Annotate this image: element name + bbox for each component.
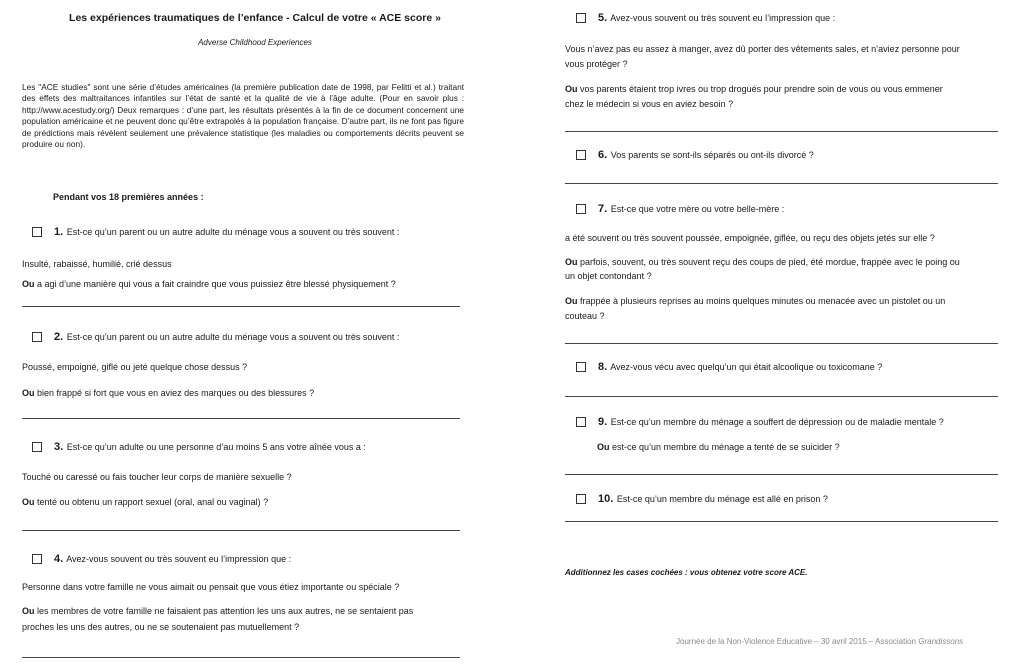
- answer-line-or: [597, 441, 840, 454]
- question-number: 1.: [54, 226, 64, 238]
- or-label: Ou: [565, 296, 578, 306]
- or-label: Ou: [22, 606, 35, 616]
- answer-line: proches les uns des autres, ou ne se soutenaient pas mutuellement ?: [22, 622, 300, 632]
- answer-line-or: [565, 83, 943, 96]
- question-text: Avez-vous souvent ou très souvent eu l’impression que :: [610, 13, 836, 23]
- question-text: Est-ce qu’un parent ou un autre adulte du ménage vous a souvent ou très souvent :: [66, 332, 400, 342]
- footer-org: Grandissons: [918, 637, 964, 646]
- question-number: 4.: [54, 553, 64, 565]
- or-label: Ou: [22, 279, 35, 289]
- question-number: 6.: [598, 149, 608, 161]
- page-title: Les expériences traumatiques de l’enfance - Calcul de votre « ACE score »: [69, 12, 441, 24]
- divider: [22, 418, 460, 419]
- answer-line-or: [565, 295, 945, 308]
- checkbox-10[interactable]: [576, 494, 586, 504]
- or-label: Ou: [22, 388, 35, 398]
- footer-text: Journée de la Non-Violence Educative – 30 avril 2015 – Association: [676, 637, 919, 646]
- answer-line-or: [22, 387, 314, 400]
- checkbox-2[interactable]: [32, 332, 42, 342]
- or-label: Ou: [597, 442, 610, 452]
- divider: [565, 131, 998, 132]
- question-6: [576, 149, 814, 161]
- answer-line-or: [22, 278, 396, 291]
- answer-text: tenté ou obtenu un rapport sexuel (oral, anal ou vaginal) ?: [37, 497, 269, 507]
- question-number: 5.: [598, 12, 608, 24]
- answer-line-or: [22, 605, 413, 618]
- answer-line-or: [22, 496, 268, 509]
- divider: [565, 521, 998, 522]
- question-text: Est-ce qu’un parent ou un autre adulte du ménage vous a souvent ou très souvent :: [66, 227, 400, 237]
- answer-text: bien frappé si fort que vous en aviez des marques ou des blessures ?: [37, 388, 315, 398]
- checkbox-3[interactable]: [32, 442, 42, 452]
- answer-text: les membres de votre famille ne faisaient pas attention les uns aux autres, ne se sentaient pas: [37, 606, 414, 616]
- checkbox-9[interactable]: [576, 417, 586, 427]
- answer-line: couteau ?: [565, 311, 605, 321]
- question-8: [576, 361, 882, 373]
- question-1: [32, 226, 399, 238]
- question-5: [576, 12, 835, 24]
- or-label: Ou: [565, 84, 578, 94]
- answer-text: frappée à plusieurs reprises au moins quelques minutes ou menacée avec un pistolet ou un: [580, 296, 946, 306]
- answer-line: Insulté, rabaissé, humilié, crié dessus: [22, 259, 172, 269]
- divider: [565, 474, 998, 475]
- question-number: 8.: [598, 361, 608, 373]
- question-text: Avez-vous souvent ou très souvent eu l’impression que :: [66, 554, 292, 564]
- score-instruction: Additionnez les cases cochées : vous obtenez votre score ACE.: [565, 568, 808, 577]
- question-number: 7.: [598, 203, 608, 215]
- question-10: [576, 493, 828, 505]
- intro-paragraph: Les "ACE studies" sont une série d’études américaines (la première publication date de 1998, par Felitti et al.) traitant des effets des maltraitances infantiles sur l’état de santé et la qualité de vie à l’âge adulte. (Pour en savoir plus : http://www.acestudy.org/) Deux remarques : d’une part, les résultats présentés à la fin de ce document concernent une population américaine et ne peuvent donc qu’être extrapolés à la population française. D’autre part, ils ne font pas figure de prédictions mais révèlent seulement une prévalence statistique (les maladies ou comportements décrits peuvent se produire ou non).: [22, 82, 464, 150]
- checkbox-7[interactable]: [576, 204, 586, 214]
- answer-line: un objet contondant ?: [565, 271, 652, 281]
- answer-line: Poussé, empoigné, giflé ou jeté quelque chose dessus ?: [22, 362, 248, 372]
- divider: [22, 306, 460, 307]
- page-subtitle: Adverse Childhood Experiences: [198, 38, 312, 47]
- checkbox-6[interactable]: [576, 150, 586, 160]
- question-number: 2.: [54, 331, 64, 343]
- divider: [565, 183, 998, 184]
- answer-text: a agi d’une manière qui vous a fait craindre que vous puissiez être blessé physiquement ?: [37, 279, 396, 289]
- question-9: [576, 416, 944, 428]
- question-number: 3.: [54, 441, 64, 453]
- checkbox-5[interactable]: [576, 13, 586, 23]
- question-4: [32, 553, 291, 565]
- question-text: Est-ce que votre mère ou votre belle-mère :: [610, 204, 785, 214]
- question-text: Avez-vous vécu avec quelqu’un qui était alcoolique ou toxicomane ?: [610, 362, 883, 372]
- answer-text: est-ce qu’un membre du ménage a tenté de se suicider ?: [612, 442, 840, 452]
- question-7: [576, 203, 784, 215]
- question-text: Est-ce qu’un membre du ménage a souffert de dépression ou de maladie mentale ?: [610, 417, 944, 427]
- answer-text: parfois, souvent, ou très souvent reçu des coups de pied, été mordue, frappée avec le poing ou: [580, 257, 960, 267]
- or-label: Ou: [565, 257, 578, 267]
- checkbox-4[interactable]: [32, 554, 42, 564]
- answer-line: Personne dans votre famille ne vous aimait ou pensait que vous étiez importante ou spéciale ?: [22, 582, 400, 592]
- answer-line: chez le médecin si vous en aviez besoin ?: [565, 99, 734, 109]
- divider: [22, 530, 460, 531]
- or-label: Ou: [22, 497, 35, 507]
- checkbox-1[interactable]: [32, 227, 42, 237]
- answer-line: vous protéger ?: [565, 59, 628, 69]
- question-2: [32, 331, 399, 343]
- question-text: Est-ce qu’un adulte ou une personne d’au moins 5 ans votre aînée vous a :: [66, 442, 366, 452]
- checkbox-8[interactable]: [576, 362, 586, 372]
- answer-line: Vous n’avez pas eu assez à manger, avez dû porter des vêtements sales, et n’aviez personne pour: [565, 44, 960, 54]
- divider: [565, 343, 998, 344]
- divider: [565, 396, 998, 397]
- question-number: 10.: [598, 493, 614, 505]
- divider: [22, 657, 460, 658]
- answer-line: a été souvent ou très souvent poussée, empoignée, giflée, ou reçu des objets jetés sur elle ?: [565, 233, 935, 243]
- question-text: Est-ce qu’un membre du ménage est allé en prison ?: [616, 494, 828, 504]
- question-number: 9.: [598, 416, 608, 428]
- section-heading: Pendant vos 18 premières années :: [53, 192, 204, 202]
- answer-line: Touché ou caressé ou fais toucher leur corps de manière sexuelle ?: [22, 472, 292, 482]
- answer-line-or: [565, 256, 960, 269]
- footer: [676, 637, 963, 646]
- question-text: Vos parents se sont-ils séparés ou ont-ils divorcé ?: [610, 150, 814, 160]
- question-3: [32, 441, 366, 453]
- answer-text: vos parents étaient trop ivres ou trop drogués pour prendre soin de vous ou vous emmener: [580, 84, 943, 94]
